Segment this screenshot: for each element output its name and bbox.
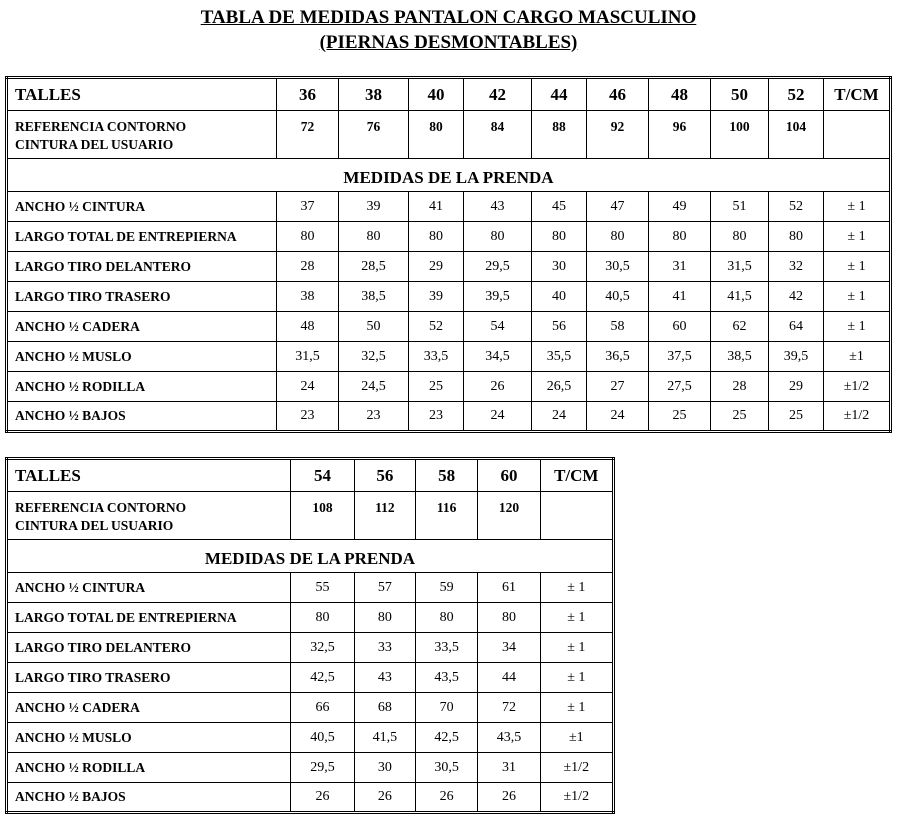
measure-value: 40	[532, 282, 587, 312]
table-row	[7, 573, 614, 603]
measure-value: 23	[409, 402, 464, 432]
tolerance-value: ± 1	[824, 252, 891, 282]
table-row	[7, 372, 891, 402]
measure-value: 41	[409, 192, 464, 222]
measure-value: 50	[339, 312, 409, 342]
size-cell: 38	[339, 78, 409, 111]
measure-value: 24	[532, 402, 587, 432]
measure-label: ANCHO ½ RODILLA	[7, 372, 277, 402]
reference-value: 72	[277, 111, 339, 159]
measure-value: 38,5	[339, 282, 409, 312]
reference-value: 120	[478, 492, 540, 540]
measure-label: ANCHO ½ MUSLO	[7, 342, 277, 372]
measure-value: 44	[478, 663, 540, 693]
table-row	[7, 252, 891, 282]
measure-value: 34	[478, 633, 540, 663]
measure-value: 31	[478, 753, 540, 783]
measure-value: 31,5	[711, 252, 769, 282]
tolerance-value: ± 1	[540, 663, 613, 693]
tolerance-value: ± 1	[824, 222, 891, 252]
reference-value: 84	[464, 111, 532, 159]
size-cell: 52	[769, 78, 824, 111]
section-row	[7, 159, 891, 192]
tolerance-value: ± 1	[540, 633, 613, 663]
tolerance-value: ±1/2	[540, 783, 613, 813]
measure-value: 24	[464, 402, 532, 432]
measure-value: 42	[769, 282, 824, 312]
measure-label: LARGO TIRO TRASERO	[7, 663, 291, 693]
measure-value: 54	[464, 312, 532, 342]
measure-value: 68	[354, 693, 415, 723]
size-cell: 56	[354, 459, 415, 492]
measure-value: 52	[769, 192, 824, 222]
measure-value: 43	[464, 192, 532, 222]
measure-label: ANCHO ½ CINTURA	[7, 192, 277, 222]
measure-value: 28,5	[339, 252, 409, 282]
measure-value: 24	[587, 402, 649, 432]
measure-label: ANCHO ½ CADERA	[7, 312, 277, 342]
measure-value: 25	[711, 402, 769, 432]
reference-value: 100	[711, 111, 769, 159]
measure-value: 62	[711, 312, 769, 342]
section-label: MEDIDAS DE LA PRENDA	[7, 159, 891, 192]
table-1-body	[7, 192, 891, 432]
reference-row	[7, 111, 891, 159]
measure-value: 80	[277, 222, 339, 252]
measure-label: ANCHO ½ BAJOS	[7, 402, 277, 432]
measure-value: 37,5	[649, 342, 711, 372]
measure-value: 57	[354, 573, 415, 603]
measure-value: 48	[277, 312, 339, 342]
tolerance-value: ±1/2	[540, 753, 613, 783]
tolerance-value: ± 1	[540, 603, 613, 633]
measure-value: 39	[339, 192, 409, 222]
header-row	[7, 459, 614, 492]
table-row	[7, 633, 614, 663]
measure-value: 29	[769, 372, 824, 402]
measure-value: 27,5	[649, 372, 711, 402]
measure-value: 41	[649, 282, 711, 312]
tolerance-value: ±1/2	[824, 402, 891, 432]
measure-value: 58	[587, 312, 649, 342]
measure-value: 39,5	[464, 282, 532, 312]
measure-value: 24,5	[339, 372, 409, 402]
reference-tol	[540, 492, 613, 540]
measure-value: 43	[354, 663, 415, 693]
size-cell: 60	[478, 459, 540, 492]
measure-value: 29	[409, 252, 464, 282]
measure-value: 32,5	[291, 633, 354, 663]
measure-value: 80	[464, 222, 532, 252]
size-cell: 44	[532, 78, 587, 111]
measure-value: 80	[649, 222, 711, 252]
measure-value: 25	[769, 402, 824, 432]
table-row	[7, 222, 891, 252]
measure-value: 30,5	[587, 252, 649, 282]
measure-value: 32,5	[339, 342, 409, 372]
reference-value: 80	[409, 111, 464, 159]
measure-value: 28	[711, 372, 769, 402]
reference-value: 108	[291, 492, 354, 540]
measure-value: 30,5	[416, 753, 478, 783]
reference-value: 76	[339, 111, 409, 159]
table-row	[7, 693, 614, 723]
measure-value: 80	[769, 222, 824, 252]
measure-value: 31,5	[277, 342, 339, 372]
table-row	[7, 783, 614, 813]
reference-tol	[824, 111, 891, 159]
measure-value: 33,5	[416, 633, 478, 663]
measure-value: 24	[277, 372, 339, 402]
measure-value: 26	[416, 783, 478, 813]
measure-value: 42,5	[416, 723, 478, 753]
size-cell: 40	[409, 78, 464, 111]
measure-value: 30	[354, 753, 415, 783]
tolerance-value: ±1/2	[824, 372, 891, 402]
measure-value: 27	[587, 372, 649, 402]
section-row	[7, 540, 614, 573]
measure-label: LARGO TIRO TRASERO	[7, 282, 277, 312]
table-row	[7, 402, 891, 432]
reference-value: 96	[649, 111, 711, 159]
measure-value: 47	[587, 192, 649, 222]
size-cell: 54	[291, 459, 354, 492]
measure-value: 43,5	[416, 663, 478, 693]
measure-value: 33,5	[409, 342, 464, 372]
measure-label: ANCHO ½ CADERA	[7, 693, 291, 723]
measure-value: 38,5	[711, 342, 769, 372]
table-row	[7, 312, 891, 342]
measure-value: 26	[354, 783, 415, 813]
measure-value: 37	[277, 192, 339, 222]
reference-label-line1: REFERENCIA CONTORNO	[15, 500, 187, 515]
size-cell: 36	[277, 78, 339, 111]
tolerance-value: ± 1	[540, 693, 613, 723]
measure-value: 23	[277, 402, 339, 432]
measure-label: ANCHO ½ CINTURA	[7, 573, 291, 603]
measure-value: 61	[478, 573, 540, 603]
measure-label: ANCHO ½ MUSLO	[7, 723, 291, 753]
reference-value: 104	[769, 111, 824, 159]
measure-value: 26	[464, 372, 532, 402]
reference-value: 88	[532, 111, 587, 159]
size-table-1	[5, 76, 892, 433]
reference-label	[7, 111, 277, 159]
measure-value: 30	[532, 252, 587, 282]
measure-value: 70	[416, 693, 478, 723]
tcm-label: T/CM	[540, 459, 613, 492]
measure-value: 80	[711, 222, 769, 252]
measure-value: 80	[532, 222, 587, 252]
measure-value: 35,5	[532, 342, 587, 372]
measure-value: 43,5	[478, 723, 540, 753]
table-row	[7, 723, 614, 753]
measure-value: 23	[339, 402, 409, 432]
measure-value: 41,5	[711, 282, 769, 312]
page-subtitle: (PIERNAS DESMONTABLES)	[319, 32, 578, 53]
measure-value: 72	[478, 693, 540, 723]
measure-value: 55	[291, 573, 354, 603]
measure-value: 29,5	[291, 753, 354, 783]
reference-value: 112	[354, 492, 415, 540]
table-2-body	[7, 573, 614, 813]
measure-value: 56	[532, 312, 587, 342]
measure-value: 64	[769, 312, 824, 342]
table-row	[7, 753, 614, 783]
size-cell: 42	[464, 78, 532, 111]
table-row	[7, 192, 891, 222]
measure-value: 25	[649, 402, 711, 432]
measure-value: 80	[587, 222, 649, 252]
measure-value: 38	[277, 282, 339, 312]
measure-label: LARGO TOTAL DE ENTREPIERNA	[7, 603, 291, 633]
measure-value: 36,5	[587, 342, 649, 372]
measure-label: LARGO TIRO DELANTERO	[7, 252, 277, 282]
measure-value: 41,5	[354, 723, 415, 753]
reference-value: 116	[416, 492, 478, 540]
size-cell: 50	[711, 78, 769, 111]
table-row	[7, 342, 891, 372]
measure-value: 29,5	[464, 252, 532, 282]
table-row	[7, 663, 614, 693]
tolerance-value: ±1	[540, 723, 613, 753]
reference-label	[7, 492, 291, 540]
measure-value: 25	[409, 372, 464, 402]
measure-value: 59	[416, 573, 478, 603]
measure-value: 49	[649, 192, 711, 222]
tolerance-value: ± 1	[824, 192, 891, 222]
header-row	[7, 78, 891, 111]
tcm-label: T/CM	[824, 78, 891, 111]
page-title: TABLA DE MEDIDAS PANTALON CARGO MASCULINO	[200, 7, 697, 28]
measure-label: ANCHO ½ RODILLA	[7, 753, 291, 783]
table-row	[7, 282, 891, 312]
reference-label-line2: CINTURA DEL USUARIO	[15, 137, 174, 152]
measure-value: 40,5	[291, 723, 354, 753]
measure-label: LARGO TOTAL DE ENTREPIERNA	[7, 222, 277, 252]
section-label: MEDIDAS DE LA PRENDA	[7, 540, 614, 573]
measure-value: 52	[409, 312, 464, 342]
size-cell: 46	[587, 78, 649, 111]
measure-value: 42,5	[291, 663, 354, 693]
tolerance-value: ± 1	[540, 573, 613, 603]
reference-row	[7, 492, 614, 540]
measure-value: 80	[416, 603, 478, 633]
measure-value: 33	[354, 633, 415, 663]
size-table-2	[5, 457, 615, 814]
size-cell: 48	[649, 78, 711, 111]
measure-value: 26,5	[532, 372, 587, 402]
measure-value: 45	[532, 192, 587, 222]
measure-value: 80	[409, 222, 464, 252]
measure-value: 39	[409, 282, 464, 312]
tolerance-value: ± 1	[824, 282, 891, 312]
reference-label-line2: CINTURA DEL USUARIO	[15, 518, 174, 533]
measure-label: ANCHO ½ BAJOS	[7, 783, 291, 813]
measure-value: 28	[277, 252, 339, 282]
measure-value: 26	[478, 783, 540, 813]
reference-label-line1: REFERENCIA CONTORNO	[15, 119, 187, 134]
measure-value: 31	[649, 252, 711, 282]
talles-label: TALLES	[7, 78, 277, 111]
tolerance-value: ±1	[824, 342, 891, 372]
measure-label: LARGO TIRO DELANTERO	[7, 633, 291, 663]
measure-value: 80	[478, 603, 540, 633]
measure-value: 34,5	[464, 342, 532, 372]
measure-value: 51	[711, 192, 769, 222]
measure-value: 39,5	[769, 342, 824, 372]
measure-value: 66	[291, 693, 354, 723]
measure-value: 26	[291, 783, 354, 813]
measure-value: 32	[769, 252, 824, 282]
table-row	[7, 603, 614, 633]
reference-value: 92	[587, 111, 649, 159]
talles-label: TALLES	[7, 459, 291, 492]
measure-value: 80	[291, 603, 354, 633]
measure-value: 60	[649, 312, 711, 342]
measure-value: 40,5	[587, 282, 649, 312]
size-cell: 58	[416, 459, 478, 492]
measure-value: 80	[354, 603, 415, 633]
tolerance-value: ± 1	[824, 312, 891, 342]
measure-value: 80	[339, 222, 409, 252]
